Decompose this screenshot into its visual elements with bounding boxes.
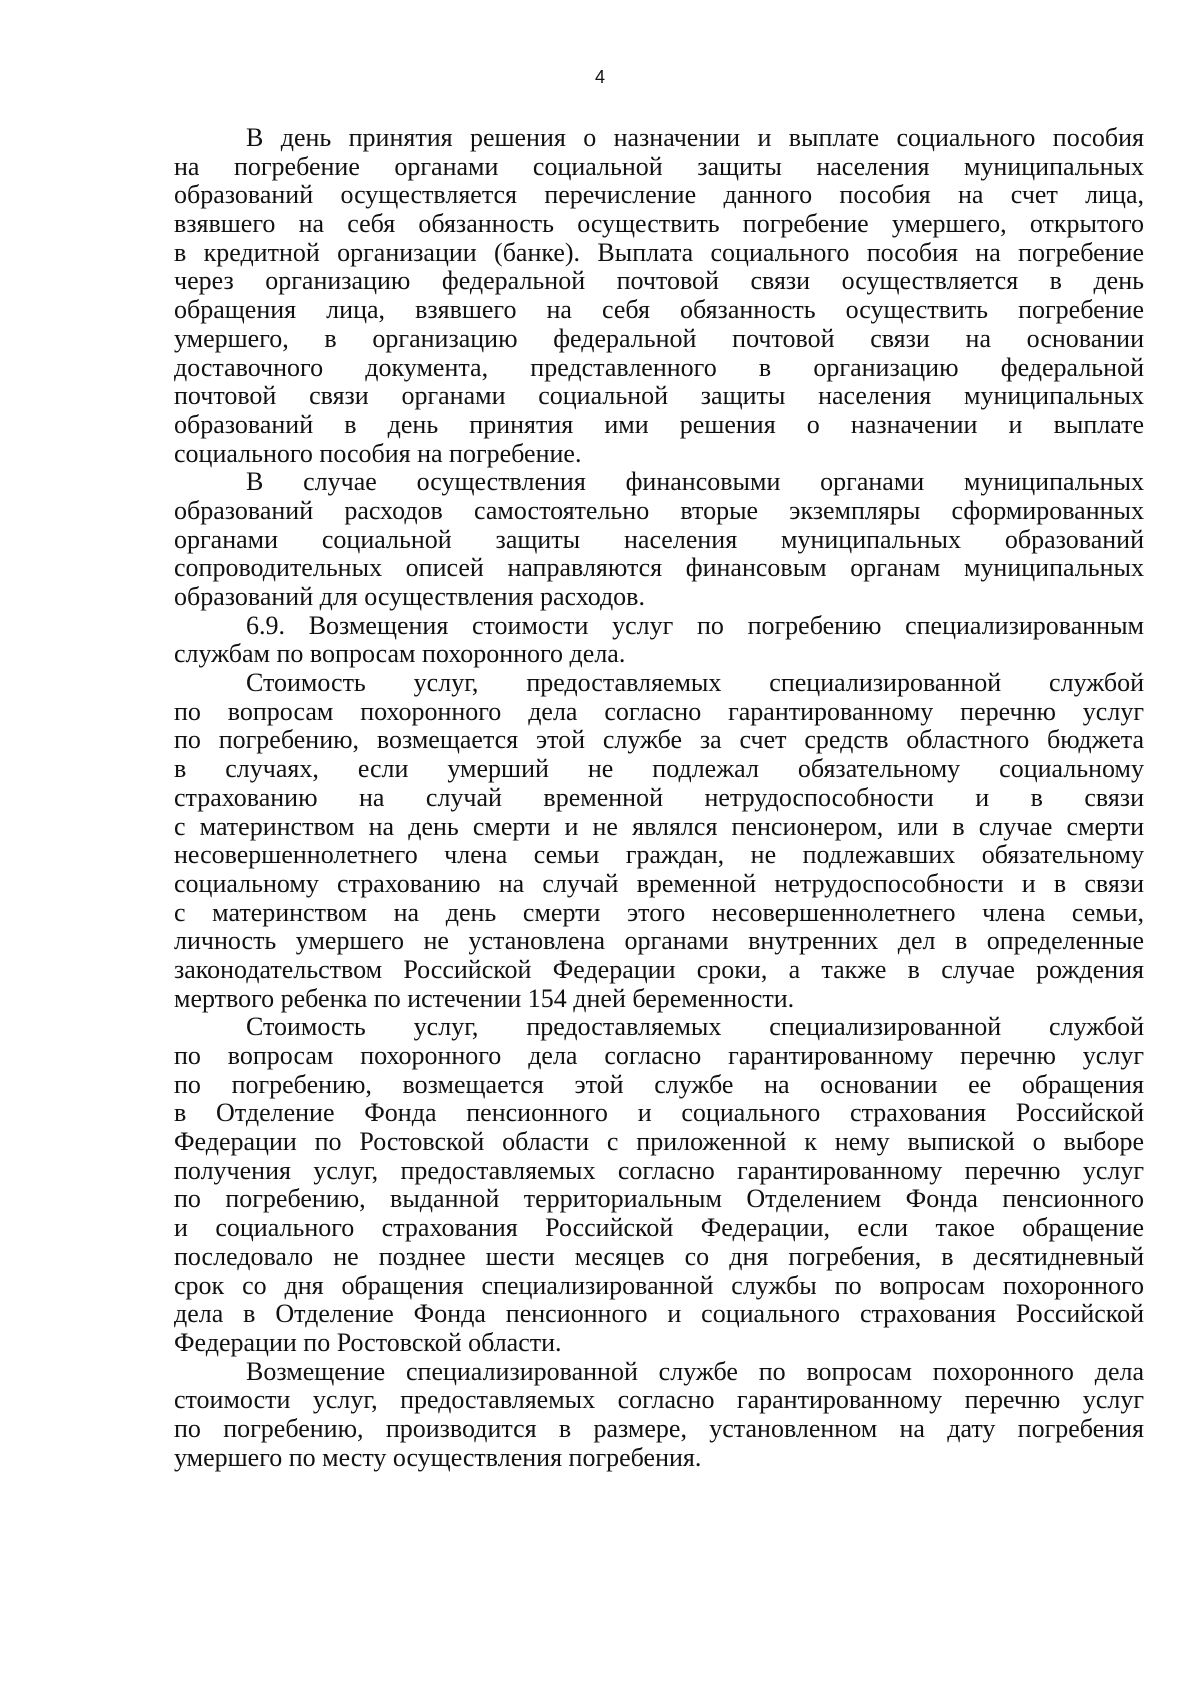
text-line: и социального страхования Российской Федерации, если такое обращение [174,1213,1144,1243]
text-line: социальному страхованию на случай временной нетрудоспособности и в связи [174,868,1144,898]
text-line: образований расходов самостоятельно вторые экземпляры сформированных [174,495,1144,525]
text-line: получения услуг, предоставляемых согласно гарантированному перечню услуг [174,1155,1144,1185]
page-number: 4 [594,67,605,87]
text-line: страхованию на случай временной нетрудоспособности и в связи [174,782,1144,812]
text-line: умершего по месту осуществления погребения. [174,1442,702,1472]
text-line: обращения лица, взявшего на себя обязанность осуществить погребение [174,295,1144,325]
text-line: через организацию федеральной почтовой связи осуществляется в день [174,266,1144,296]
document-body [174,124,1144,1472]
text-line: Стоимость услуг, предоставляемых специализированной службой [246,668,1144,698]
text-line: образований для осуществления расходов. [174,582,645,611]
text-line: В день принятия решения о назначении и выплате социального пособия [246,123,1144,152]
text-line: в кредитной организации (банке). Выплата социального пособия на погребение [174,237,1144,267]
text-line: законодательством Российской Федерации сроки, а также в случае рождения [174,954,1144,984]
text-line: Возмещение специализированной службе по вопросам похоронного дела [246,1356,1144,1386]
text-line: по погребению, производится в размере, установленном на дату погребения [174,1413,1144,1443]
text-line: личность умершего не установлена органами внутренних дел в определенные [174,926,1144,956]
text-line: с материнством на день смерти и не являлся пенсионером, или в случае смерти [174,811,1144,841]
text-line: по погребению, возмещается этой службе на основании ее обращения [174,1069,1144,1099]
text-line: на погребение органами социальной защиты населения муниципальных [174,151,1144,181]
paragraph [174,612,1144,669]
text-line: почтовой связи органами социальной защиты населения муниципальных [174,381,1144,411]
text-line: срок со дня обращения специализированной службы по вопросам похоронного [174,1270,1144,1300]
text-line: Стоимость услуг, предоставляемых специализированной службой [246,1012,1144,1042]
text-line: образований осуществляется перечисление данного пособия на счет лица, [174,180,1144,210]
paragraph [174,468,1144,611]
text-line: образований в день принятия ими решения о назначении и выплате [174,409,1144,439]
text-line: 6.9. Возмещения стоимости услуг по погребению специализированным [246,610,1144,640]
text-line: последовало не позднее шести месяцев со дня погребения, в десятидневный [174,1241,1144,1271]
paragraph [174,1013,1144,1357]
paragraph [174,124,1144,468]
paragraph [174,1358,1144,1473]
text-line: по погребению, возмещается этой службе за счет средств областного бюджета [174,725,1144,755]
text-line: с материнством на день смерти этого несовершеннолетнего члена семьи, [174,897,1144,927]
text-line: умершего, в организацию федеральной почтовой связи на основании [174,323,1144,353]
text-line: доставочного документа, представленного в организацию федеральной [174,352,1144,382]
text-line: в случаях, если умерший не подлежал обязательному социальному [174,754,1144,784]
text-line: Федерации по Ростовской области. [174,1327,562,1357]
text-line: несовершеннолетнего члена семьи граждан, не подлежавших обязательному [174,840,1144,870]
text-line: В случае осуществления финансовыми органами муниципальных [246,467,1144,497]
text-line: дела в Отделение Фонда пенсионного и социального страхования Российской [174,1299,1144,1329]
text-line: социального пособия на погребение. [174,438,582,468]
text-line: по вопросам похоронного дела согласно гарантированному перечню услуг [174,1041,1144,1070]
text-line: взявшего на себя обязанность осуществить погребение умершего, открытого [174,209,1144,239]
text-line: Федерации по Ростовской области с приложенной к нему выпиской о выборе [174,1127,1144,1157]
paragraph [174,669,1144,1013]
text-line: мертвого ребенка по истечении 154 дней беременности. [174,983,795,1013]
text-line: органами социальной защиты населения муниципальных образований [174,524,1144,554]
text-line: по вопросам похоронного дела согласно гарантированному перечню услуг [174,696,1144,726]
text-line: в Отделение Фонда пенсионного и социального страхования Российской [174,1098,1144,1128]
text-line: службам по вопросам похоронного дела. [174,639,626,669]
text-line: сопроводительных описей направляются финансовым органам муниципальных [174,553,1144,583]
text-line: по погребению, выданной территориальным Отделением Фонда пенсионного [174,1184,1144,1214]
text-line: стоимости услуг, предоставляемых согласно гарантированному перечню услуг [174,1385,1144,1415]
